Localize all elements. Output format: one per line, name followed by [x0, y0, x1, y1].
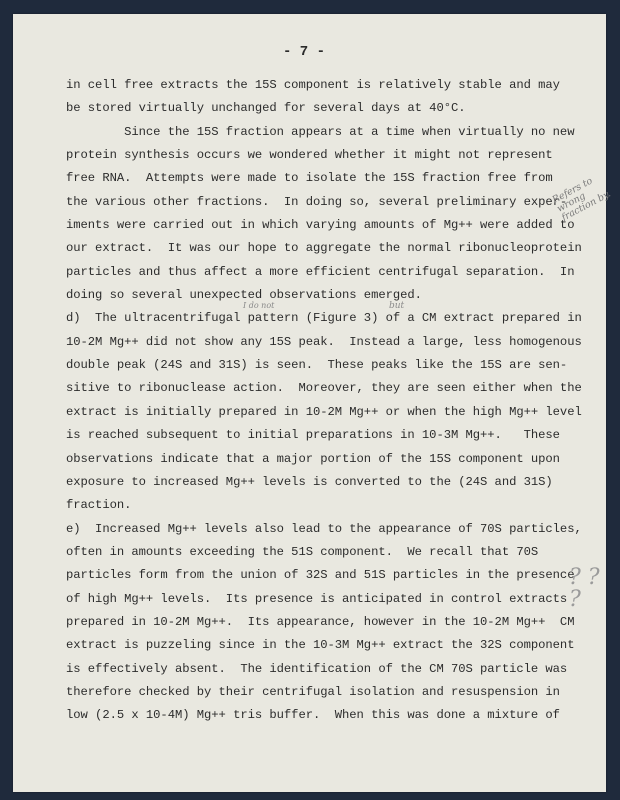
text-line: be stored virtually unchanged for several days at 40°C.	[66, 101, 466, 116]
text-line: of high Mg++ levels. Its presence is anticipated in control extracts	[66, 591, 568, 606]
handwritten-insert-note: I do not	[243, 301, 275, 310]
body-text	[66, 74, 586, 728]
text-line: doing so several unexpected observations emerged.	[66, 288, 422, 303]
text-line: exposure to increased Mg++ levels is converted to the (24S and 31S)	[66, 474, 553, 489]
text-line: the various other fractions. In doing so, several preliminary exper-	[66, 194, 568, 209]
handwritten-question-marks: ? ? ?	[569, 565, 600, 612]
text-line: Since the 15S fraction appears at a time when virtually no new	[66, 124, 575, 139]
text-line-struck: d) The ultracentrifugal pattern (Figure 3) of a CM extract prepared in	[66, 311, 582, 326]
page-number: - 7 -	[283, 44, 326, 60]
text-line: often in amounts exceeding the 51S component. We recall that 70S	[66, 544, 539, 559]
document-page	[13, 14, 613, 792]
text-line: our extract. It was our hope to aggregate the normal ribonucleoprotein	[66, 241, 582, 256]
text-line: double peak (24S and 31S) is seen. These peaks like the 15S are sen-	[66, 358, 568, 373]
text-line-struck: 10-2M Mg++ did not show any 15S peak. Instead a large, less homogenous	[66, 334, 582, 349]
text-line: fraction.	[66, 498, 132, 513]
text-line: particles and thus affect a more efficient centrifugal separation. In	[66, 264, 575, 279]
text-line: e) Increased Mg++ levels also lead to the appearance of 70S particles,	[66, 521, 582, 536]
text-line: prepared in 10-2M Mg++. Its appearance, however in the 10-2M Mg++ CM	[66, 614, 575, 629]
text-line: iments were carried out in which varying amounts of Mg++ were added to	[66, 218, 575, 233]
text-line: therefore checked by their centrifugal isolation and resuspension in	[66, 684, 560, 699]
text-line: extract is initially prepared in 10-2M Mg++ or when the high Mg++ level	[66, 404, 582, 419]
text-line: sitive to ribonuclease action. Moreover, they are seen either when the	[66, 381, 582, 396]
text-line: extract is puzzeling since in the 10-3M Mg++ extract the 32S component	[66, 638, 575, 653]
text-line: particles form from the union of 32S and 51S particles in the presence	[66, 568, 575, 583]
handwritten-margin-note: Refers to wrong fraction by.	[550, 175, 613, 224]
text-line: is reached subsequent to initial preparations in 10-3M Mg++. These	[66, 428, 560, 443]
text-line: in cell free extracts the 15S component is relatively stable and may	[66, 78, 560, 92]
handwritten-but-note: but	[389, 301, 405, 311]
text-line: observations indicate that a major portion of the 15S component upon	[66, 451, 560, 466]
text-line: low (2.5 x 10-4M) Mg++ tris buffer. When this was done a mixture of	[66, 708, 560, 723]
text-line: protein synthesis occurs we wondered whether it might not represent	[66, 148, 553, 163]
text-line: free RNA. Attempts were made to isolate the 15S fraction free from	[66, 171, 553, 186]
text-line: is effectively absent. The identification of the CM 70S particle was	[66, 661, 568, 676]
